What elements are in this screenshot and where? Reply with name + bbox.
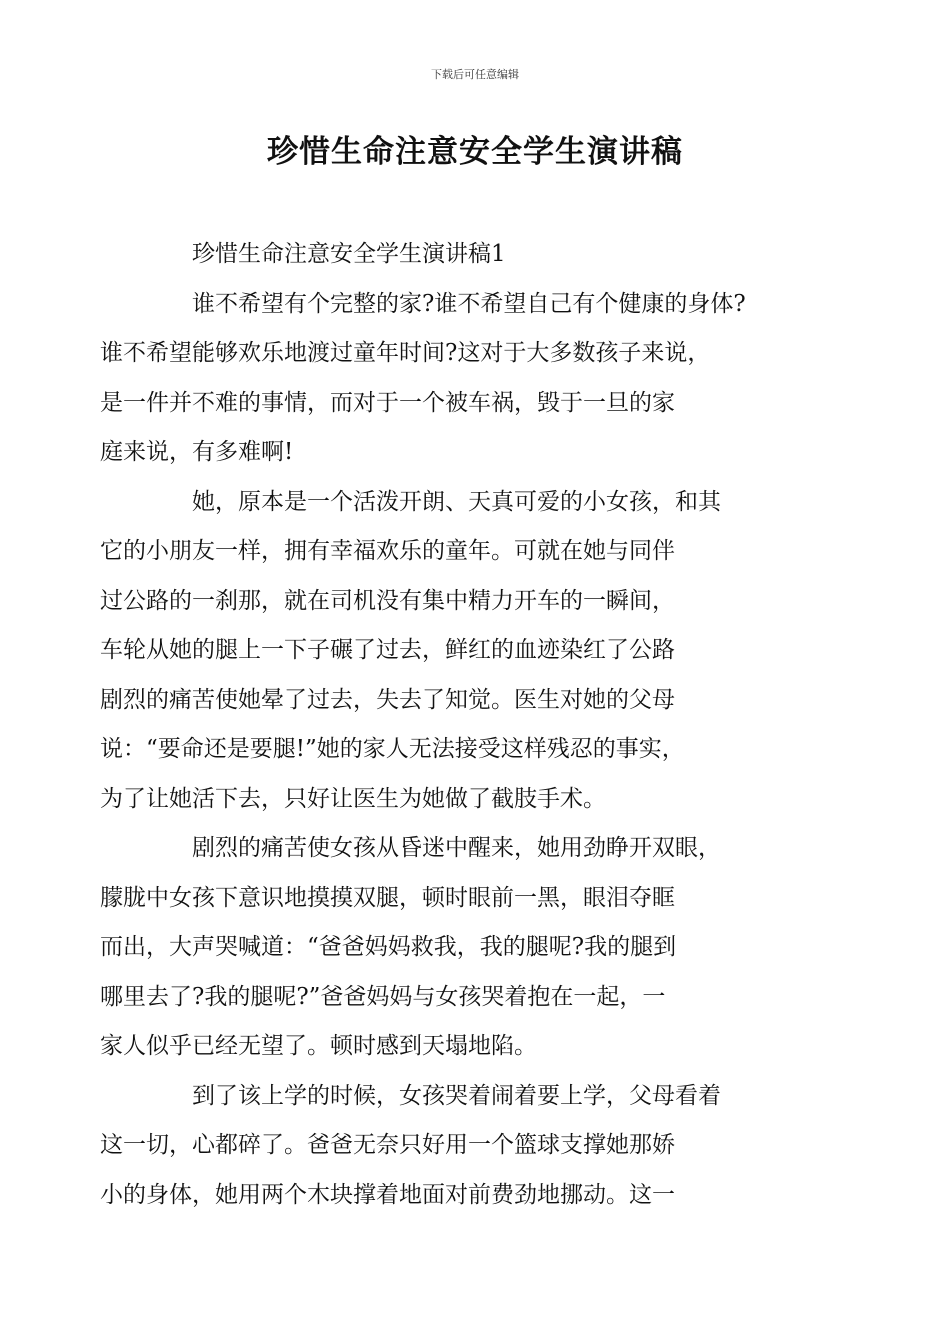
header-note: 下载后可任意编辑: [431, 68, 519, 81]
text-line: 到了该上学的时候，女孩哭着闹着要上学，父母看着: [192, 1082, 721, 1109]
text-line: 谁不希望有个完整的家?谁不希望自己有个健康的身体?: [192, 290, 746, 317]
text-line: 庭来说，有多难啊!: [100, 439, 294, 465]
text-line: 剧烈的痛苦使她晕了过去，失去了知觉。医生对她的父母: [100, 686, 675, 713]
text-line: 而出，大声哭喊道：“爸爸妈妈救我，我的腿呢?我的腿到: [100, 934, 677, 960]
text-line: 过公路的一刹那，就在司机没有集中精力开车的一瞬间，: [100, 587, 675, 614]
paragraph-1: [100, 280, 836, 478]
text-line: 哪里去了?我的腿呢?”爸爸妈妈与女孩哭着抱在一起，一: [100, 983, 666, 1010]
text-line: 车轮从她的腿上一下子碾了过去，鲜红的血迹染红了公路: [100, 637, 675, 663]
section-subtitle: 珍惜生命注意安全学生演讲稿1: [192, 241, 506, 267]
document-title: 珍惜生命注意安全学生演讲稿: [267, 134, 683, 170]
text-line: 家人似乎已经无望了。顿时感到天塌地陷。: [100, 1033, 537, 1059]
text-line: 谁不希望能够欢乐地渡过童年时间?这对于大多数孩子来说，: [100, 340, 711, 366]
paragraph-3: [100, 824, 836, 1072]
text-line: 剧烈的痛苦使女孩从昏迷中醒来，她用劲睁开双眼，: [192, 835, 721, 861]
text-line: 说：“要命还是要腿!”她的家人无法接受这样残忍的事实，: [100, 736, 685, 762]
paragraph-2: [100, 478, 836, 825]
text-line: 为了让她活下去，只好让医生为她做了截肢手术。: [100, 785, 606, 812]
document-body: [100, 230, 836, 1220]
text-line: 她，原本是一个活泼开朗、天真可爱的小女孩，和其: [192, 488, 721, 515]
text-line: 是一件并不难的事情，而对于一个被车祸，毁于一旦的家: [100, 389, 675, 416]
paragraph-4: [100, 1072, 836, 1221]
text-line: 朦胧中女孩下意识地摸摸双腿，顿时眼前一黑，眼泪夺眶: [100, 884, 675, 911]
text-line: 这一切，心都碎了。爸爸无奈只好用一个篮球支撑她那娇: [100, 1132, 675, 1158]
text-line: 小的身体，她用两个木块撑着地面对前费劲地挪动。这一: [100, 1181, 675, 1208]
text-line: 它的小朋友一样，拥有幸福欢乐的童年。可就在她与同伴: [100, 538, 675, 564]
